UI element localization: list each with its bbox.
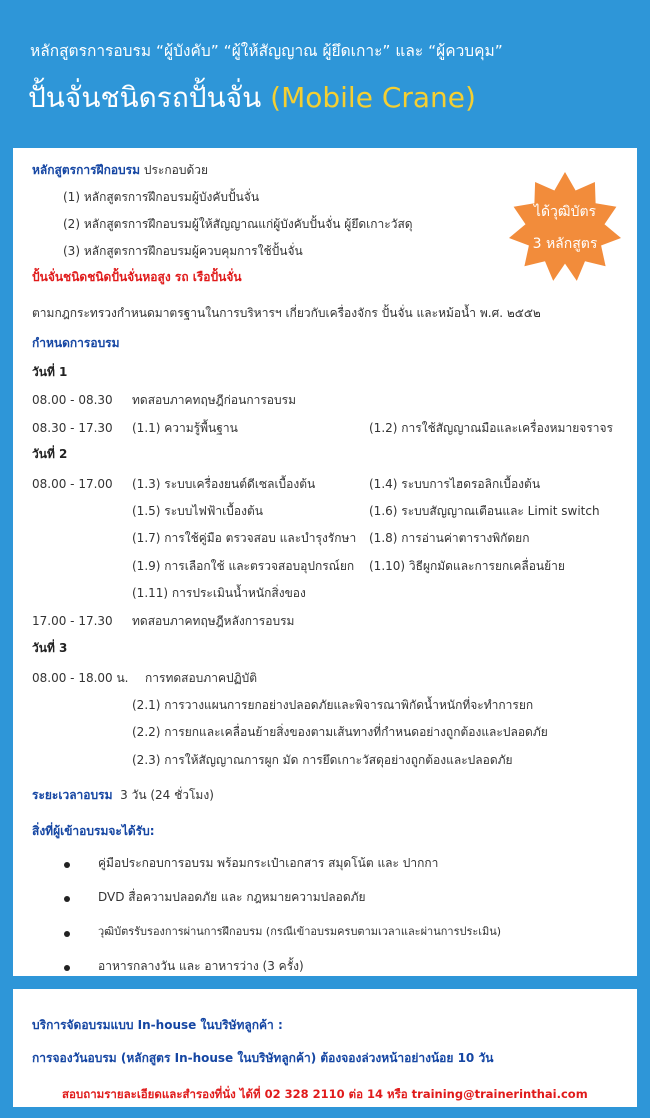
course-item: (3) หลักสูตรการฝึกอบรมผู้ควบคุมการใช้ปั้นจั่น: [63, 244, 303, 258]
day2-session: (1.7) การใช้คู่มือ ตรวจสอบ และบำรุงรักษา: [132, 531, 357, 545]
schedule-heading: กำหนดการอบรม: [32, 336, 120, 350]
course-subtitle: หลักสูตรการอบรม “ผู้บังคับ” “ผู้ให้สัญญาณ ผู้ยึดเกาะ” และ “ผู้ควบคุม”: [30, 42, 503, 60]
duration-value: 3 วัน (24 ชั่วโมง): [120, 788, 214, 802]
day2-time: 08.00 - 17.00: [32, 477, 113, 491]
course-heading-row: [32, 163, 208, 177]
title-english: (Mobile Crane): [270, 81, 476, 114]
bullet-icon: [64, 965, 70, 971]
day1-label: วันที่ 1: [32, 365, 68, 379]
benefit-item: คู่มือประกอบการอบรม พร้อมกระเป๋าเอกสาร สมุดโน้ต และ ปากกา: [98, 856, 439, 870]
day3-label: วันที่ 3: [32, 641, 68, 655]
inhouse-service: บริการจัดอบรมแบบ In-house ในบริษัทลูกค้า :: [32, 1018, 283, 1032]
day1-time: 08.30 - 17.30: [32, 421, 113, 435]
day3-session: (2.1) การวางแผนการยกอย่างปลอดภัยและพิจารณาพิกัดน้ำหนักที่จะทำการยก: [132, 698, 534, 712]
duration-row: [32, 788, 214, 802]
crane-types: ปั้นจั่นชนิดชนิดปั้นจั่นหอสูง รถ เรือปั้นจั่น: [32, 270, 242, 284]
course-heading: หลักสูตรการฝึกอบรม: [32, 163, 141, 177]
day2-label: วันที่ 2: [32, 447, 68, 461]
day1-session: (1.1) ความรู้พื้นฐาน: [132, 421, 238, 435]
day3-session: (2.3) การให้สัญญาณการผูก มัด การยึดเกาะวัสดุอย่างถูกต้องและปลอดภัย: [132, 753, 513, 767]
benefit-item: อาหารกลางวัน และ อาหารว่าง (3 ครั้ง): [98, 959, 304, 973]
benefits-heading: สิ่งที่ผู้เข้าอบรมจะได้รับ:: [32, 824, 155, 838]
header-banner: [0, 0, 650, 148]
day2-time: 17.00 - 17.30: [32, 614, 113, 628]
day2-session: (1.9) การเลือกใช้ และตรวจสอบอุปกรณ์ยก: [132, 559, 355, 573]
post-test: ทดสอบภาคทฤษฎีหลังการอบรม: [132, 614, 295, 628]
benefit-item: DVD สื่อความปลอดภัย และ กฎหมายความปลอดภัย: [98, 890, 366, 904]
day3-time: 08.00 - 18.00 น.: [32, 671, 129, 685]
benefit-item: วุฒิบัตรรับรองการผ่านการฝึกอบรม (กรณีเข้าอบรมครบตามเวลาและผ่านการประเมิน): [98, 925, 502, 938]
course-item: (2) หลักสูตรการฝึกอบรมผู้ให้สัญญาณแก่ผู้บังคับปั้นจั่น ผู้ยึดเกาะวัสดุ: [63, 217, 413, 231]
course-heading-suffix: ประกอบด้วย: [140, 163, 209, 177]
day1-session: ทดสอบภาคทฤษฎีก่อนการอบรม: [132, 393, 296, 407]
title-thai: ปั้นจั่นชนิดรถปั้นจั่น: [28, 81, 271, 114]
day2-session: (1.3) ระบบเครื่องยนต์ดีเซลเบื้องต้น: [132, 477, 316, 491]
day1-time: 08.00 - 08.30: [32, 393, 113, 407]
day2-session: (1.10) วิธีผูกมัดและการยกเคลื่อนย้าย: [369, 559, 565, 573]
day3-session: (2.2) การยกและเคลื่อนย้ายสิ่งของตามเส้นทางที่กำหนดอย่างถูกต้องและปลอดภัย: [132, 725, 548, 739]
certificate-badge: [505, 170, 625, 290]
day2-session: (1.4) ระบบการไฮดรอลิกเบื้องต้น: [369, 477, 541, 491]
page-title: [28, 81, 476, 114]
contact-info[interactable]: สอบถามรายละเอียดและสำรองที่นั่ง ได้ที่ 02 328 2110 ต่อ 14 หรือ training@trainerinthai.com: [62, 1087, 588, 1101]
duration-label: ระยะเวลาอบรม: [32, 788, 113, 802]
starburst-icon: [505, 170, 625, 290]
regulation-text: ตามกฎกระทรวงกำหนดมาตรฐานในการบริหารฯ เกี่ยวกับเครื่องจักร ปั้นจั่น และหม้อน้ำ พ.ศ. ๒๕๕๒: [32, 306, 541, 320]
day2-session: (1.5) ระบบไฟฟ้าเบื้องต้น: [132, 504, 263, 518]
day1-session: (1.2) การใช้สัญญาณมือและเครื่องหมายจราจร: [369, 421, 613, 435]
badge-line-2: 3 หลักสูตร: [532, 236, 598, 252]
bullet-icon: [64, 896, 70, 902]
practical-test: การทดสอบภาคปฏิบัติ: [145, 671, 258, 685]
course-item: (1) หลักสูตรการฝึกอบรมผู้บังคับปั้นจั่น: [63, 190, 260, 204]
day2-session: (1.11) การประเมินน้ำหนักสิ่งของ: [132, 586, 306, 600]
day2-session: (1.8) การอ่านค่าตารางพิกัดยก: [369, 531, 530, 545]
badge-line-1: ได้วุฒิบัตร: [533, 204, 597, 220]
bullet-icon: [64, 931, 70, 937]
bullet-icon: [64, 862, 70, 868]
booking-notice: การจองวันอบรม (หลักสูตร In-house ในบริษัทลูกค้า) ต้องจองล่วงหน้าอย่างน้อย 10 วัน: [32, 1051, 494, 1065]
day2-session: (1.6) ระบบสัญญาณเตือนและ Limit switch: [369, 504, 600, 518]
